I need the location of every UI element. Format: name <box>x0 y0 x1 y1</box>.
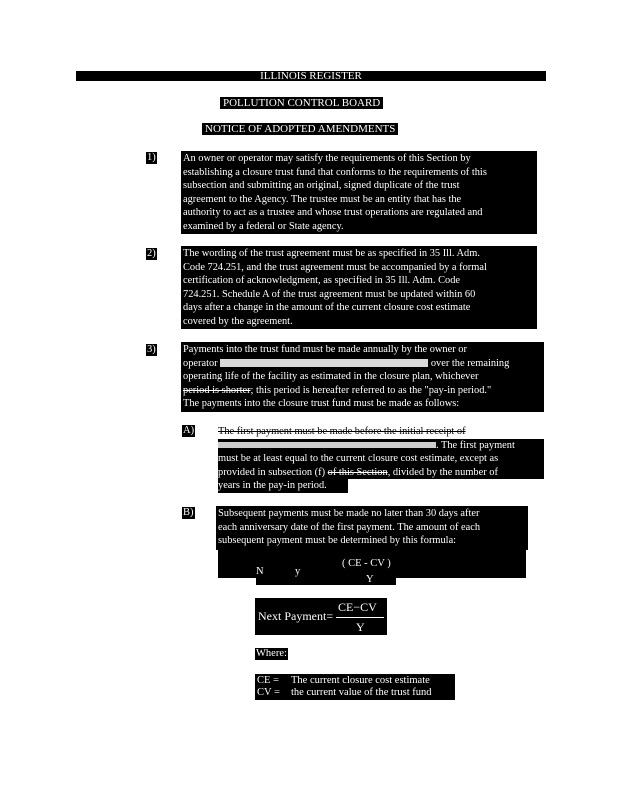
old-formula-top: ( CE - CV ) <box>342 558 391 569</box>
section-3-line: operating life of the facility as estimated in the closure plan, whichever <box>183 371 479 382</box>
redacted-insertion <box>220 359 428 367</box>
notice-title: NOTICE OF ADOPTED AMENDMENTS <box>202 123 398 135</box>
section-3-line: Payments into the trust fund must be made annually by the owner or <box>183 344 467 355</box>
section-3-line: The payments into the closure trust fund must be made as follows: <box>183 398 460 409</box>
section-2-line: Code 724.251, and the trust agreement must be accompanied by a formal <box>183 261 487 273</box>
section-3-line <box>183 384 542 398</box>
section-3-line2b: over the remaining <box>430 357 510 369</box>
section-1-label: 1) <box>147 152 156 163</box>
subsection-a-line: must be at least equal to the current closure cost estimate, except as <box>218 452 544 466</box>
section-1-line: authority to act as a trustee and whose trust operations are regulated and <box>183 207 483 218</box>
section-1-line: examined by a federal or State agency. <box>183 220 344 232</box>
equation-lhs <box>258 609 333 624</box>
definition-term: CV = <box>257 687 280 698</box>
next-payment-label: Next Payment <box>258 609 327 623</box>
section-1-line: establishing a closure trust fund that conforms to the requirements of this <box>183 166 487 178</box>
definition-desc: the current value of the trust fund <box>291 687 432 698</box>
subsection-a-line <box>218 466 544 480</box>
section-1-line: An owner or operator may satisfy the requirements of this Section by <box>183 153 471 164</box>
section-3-line <box>183 357 542 371</box>
old-formula-bottom: Y <box>366 574 374 585</box>
section-1-text <box>181 151 537 234</box>
definition-ce <box>257 675 453 687</box>
old-formula-left: N <box>256 566 264 577</box>
equals-sign: = <box>326 609 334 623</box>
section-1-line: subsection and submitting an original, signed duplicate of the trust <box>183 180 460 191</box>
equation-fraction-bar <box>336 617 384 618</box>
subsection-a-label: A) <box>183 425 195 436</box>
subsection-a-line: years in the pay-in period. <box>218 479 348 493</box>
subsection-a-line <box>218 439 544 453</box>
section-2-line: days after a change in the amount of the current closure cost estimate <box>183 302 471 313</box>
deleted-text: of this Section <box>327 466 388 478</box>
subsection-a-line4a: provided in subsection (f) <box>218 466 328 478</box>
definition-term: CE = <box>257 675 279 686</box>
section-2-text <box>181 246 537 329</box>
where-label: Where: <box>256 648 287 659</box>
register-title: ILLINOIS REGISTER <box>260 70 362 82</box>
section-2-line: certification of acknowledgment, as specified in 35 Ill. Adm. Code <box>183 275 461 286</box>
section-3-line2a: operator <box>183 357 218 369</box>
redacted-insertion <box>218 442 436 448</box>
section-3-line4: ; this period is hereafter referred to as the "pay-in period." <box>250 384 492 396</box>
subsection-b-text <box>216 506 528 550</box>
section-3-text <box>181 342 544 412</box>
equation-denominator: Y <box>356 620 365 634</box>
deleted-text: The first payment must be made before the initial receipt of <box>218 426 466 437</box>
old-formula-bar <box>256 578 396 585</box>
subsection-b-line: subsequent payment must be determined by this formula: <box>218 535 457 546</box>
section-2-line: The wording of the trust agreement must be as specified in 35 Ill. Adm. <box>183 248 480 259</box>
section-2-line: 724.251. Schedule A of the trust agreement must be updated within 60 <box>183 288 476 300</box>
subsection-a-line2: . The first payment <box>436 439 515 451</box>
definition-cv <box>257 687 453 699</box>
old-formula-mid: y <box>295 566 301 577</box>
subsection-b-line: Subsequent payments must be made no later than 30 days after <box>218 508 480 519</box>
subsection-b-line: each anniversary date of the first payment. The amount of each <box>218 521 481 533</box>
definitions-block <box>255 674 455 700</box>
section-3-label: 3) <box>147 344 156 355</box>
section-2-line: covered by the agreement. <box>183 315 293 327</box>
section-1-line: agreement to the Agency. The trustee must be an entity that has the <box>183 193 462 205</box>
subsection-b-label: B) <box>183 507 194 518</box>
board-title: POLLUTION CONTROL BOARD <box>220 97 383 109</box>
subsection-a-line4b: , divided by the number of <box>387 466 498 478</box>
section-2-label: 2) <box>147 248 156 259</box>
subsection-a-text <box>216 424 546 494</box>
equation-numerator: CE−CV <box>338 600 377 614</box>
deleted-text: period is shorter <box>183 384 251 396</box>
subsection-a-line <box>218 425 544 439</box>
definition-desc: The current closure cost estimate <box>291 675 430 686</box>
